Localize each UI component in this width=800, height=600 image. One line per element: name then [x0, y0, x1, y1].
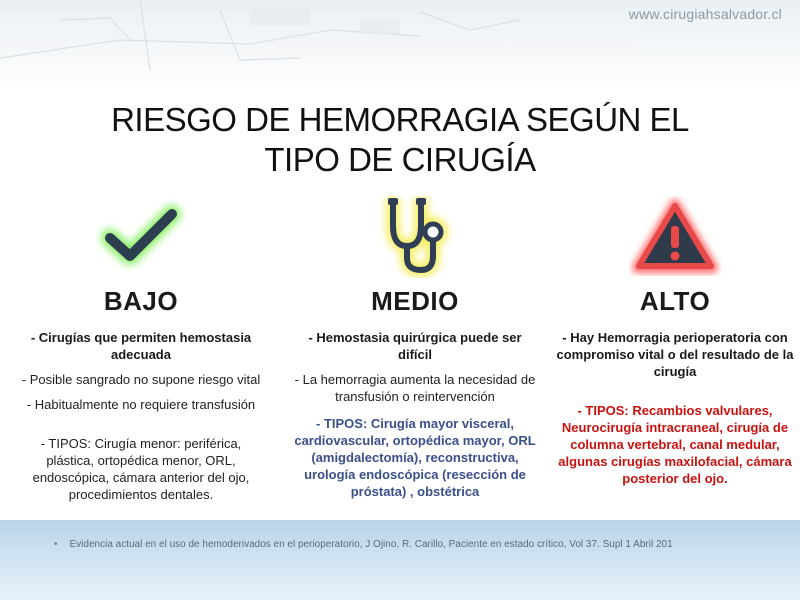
reference-text: Evidencia actual en el uso de hemoderivados en el perioperatorio, J Ojino, R. Carillo, Paciente en estado crítico, Vol 37. Supl 1 Abril 201	[69, 539, 673, 550]
level-high: ALTO	[639, 286, 711, 316]
mid-heading: - Hemostasia quirúrgica puede ser difícil	[308, 330, 522, 362]
low-heading: - Cirugías que permiten hemostasia adecuada	[30, 330, 252, 362]
column-medium-risk	[290, 196, 540, 500]
low-tipos: - TIPOS: Cirugía menor: periférica, plástica, ortopédica menor, ORL, endoscópica, cámara anterior del ojo, procedimientos dentales.	[32, 436, 250, 502]
reference-bullet: •	[54, 539, 58, 550]
site-url[interactable]: www.cirugiahsalvador.cl	[628, 6, 782, 22]
low-point-1: - Posible sangrado no supone riesgo vital	[21, 372, 261, 387]
footer-band	[0, 520, 800, 600]
low-point-2: - Habitualmente no requiere transfusión	[26, 397, 256, 412]
icon-box-mid	[290, 196, 540, 278]
mid-point-1: - La hemorragia aumenta la necesidad de transfusión o reintervención	[294, 372, 536, 404]
level-medium: MEDIO	[371, 286, 459, 316]
icon-box-low	[16, 196, 266, 278]
reference-citation	[54, 539, 673, 550]
high-tipos: - TIPOS: Recambios valvulares, Neurocirugía intracraneal, cirugía de columna vertebral, canal medular, algunas cirugías maxilofacial, cámara posterior del ojo.	[558, 403, 792, 486]
level-low: BAJO	[103, 286, 179, 316]
mid-tipos: - TIPOS: Cirugía mayor visceral, cardiovascular, ortopédica mayor, ORL (amigdalectomía), reconstructiva, urología endoscópica (resección de próstata) , obstétrica	[294, 416, 536, 499]
icon-box-high	[550, 196, 800, 278]
column-high-risk	[550, 196, 800, 487]
checkmark-icon	[96, 196, 186, 276]
high-heading: - Hay Hemorragia perioperatoria con compromiso vital o del resultado de la cirugía	[556, 330, 794, 379]
title-line-1: RIESGO DE HEMORRAGIA SEGÚN EL	[111, 101, 689, 138]
stethoscope-icon	[375, 196, 455, 278]
column-low-risk	[16, 196, 266, 503]
slide-title	[0, 100, 800, 180]
title-line-2: TIPO DE CIRUGÍA	[264, 141, 536, 178]
warning-icon	[629, 196, 721, 276]
